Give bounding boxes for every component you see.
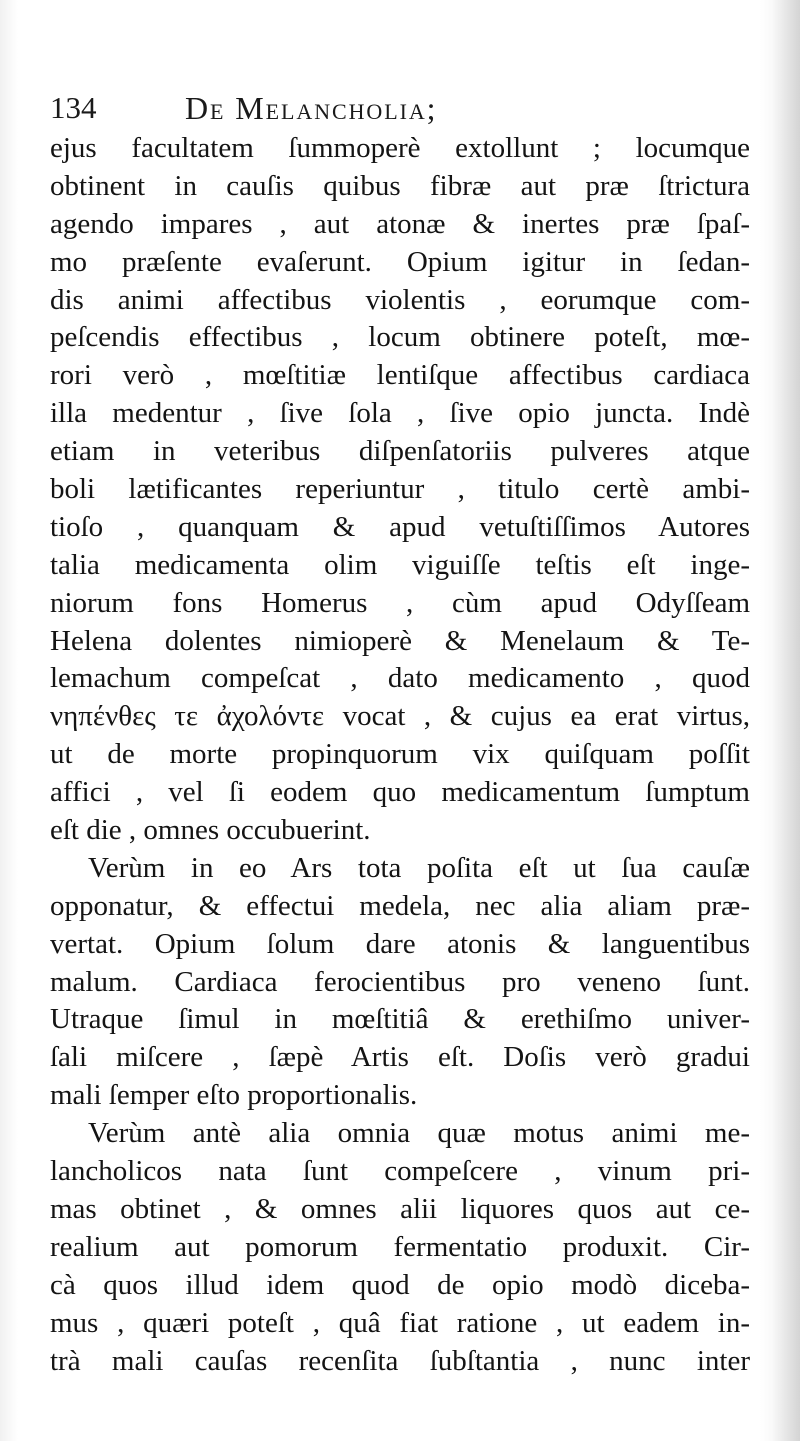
- text-line: realium aut pomorum fermentatio produxit. Cir-: [50, 1230, 750, 1263]
- body-text: [50, 130, 750, 1380]
- text-line: vertat. Opium ſolum dare atonis & languentibus: [50, 927, 750, 960]
- page-number: 134: [50, 90, 97, 125]
- text-line: affici , vel ſi eodem quo medicamentum ſumptum: [50, 776, 750, 809]
- text-line: νηπένθες τε ἀχολόντε vocat , & cujus ea erat virtus,: [50, 700, 750, 733]
- text-line: trà mali cauſas recenſita ſubſtantia , nunc inter: [50, 1344, 750, 1377]
- text-line: eſt die , omnes occubuerint.: [50, 814, 371, 847]
- running-title: De Melancholia;: [185, 90, 438, 126]
- text-line: mali ſemper eſto proportionalis.: [50, 1079, 418, 1112]
- page-edge-shadow: [772, 0, 800, 1441]
- text-line: ejus facultatem ſummoperè extollunt ; locumque: [50, 132, 750, 164]
- text-line: Verùm antè alia omnia quæ motus animi me-: [88, 1117, 750, 1150]
- text-line: boli lætificantes reperiuntur , titulo certè ambi-: [50, 473, 750, 506]
- text-line: lancholicos nata ſunt compeſcere , vinum pri-: [50, 1155, 750, 1188]
- text-line: Helena dolentes nimioperè & Menelaum & Te-: [50, 624, 750, 657]
- text-line: niorum fons Homerus , cùm apud Odyſſeam: [50, 586, 750, 619]
- text-line: ſali miſcere , ſæpè Artis eſt. Doſis verò gradui: [50, 1041, 750, 1074]
- text-line: ut de morte propinquorum vix quiſquam poſſit: [50, 738, 750, 771]
- text-line: rori verò , mœſtitiæ lentiſque affectibus cardiaca: [50, 359, 750, 392]
- text-line: cà quos illud idem quod de opio modò diceba-: [50, 1268, 750, 1301]
- text-line: Verùm in eo Ars tota poſita eſt ut ſua cauſæ: [88, 851, 750, 884]
- text-line: malum. Cardiaca ferocientibus pro veneno ſunt.: [50, 965, 750, 998]
- paragraph-2: [50, 850, 750, 1115]
- text-line: dis animi affectibus violentis , eorumque com-: [50, 283, 750, 316]
- text-line: illa medentur , ſive ſola , ſive opio juncta. Indè: [50, 397, 750, 430]
- text-line: mo præſente evaſerunt. Opium igitur in ſedan-: [50, 245, 750, 278]
- text-line: tioſo , quanquam & apud vetuſtiſſimos Autores: [50, 510, 750, 543]
- text-line: talia medicamenta olim viguiſſe teſtis eſt inge-: [50, 548, 750, 581]
- text-line: mus , quæri poteſt , quâ fiat ratione , ut eadem in-: [50, 1306, 750, 1339]
- running-head: [50, 84, 750, 132]
- paragraph-3: [50, 1115, 750, 1380]
- paragraph-1: [50, 130, 750, 850]
- text-line: obtinent in cauſis quibus fibræ aut præ ſtrictura: [50, 169, 750, 202]
- text-line: opponatur, & effectui medela, nec alia aliam præ-: [50, 889, 750, 922]
- text-line: mas obtinet , & omnes alii liquores quos aut ce-: [50, 1192, 750, 1225]
- text-line: Utraque ſimul in mœſtitiâ & erethiſmo univer-: [50, 1003, 750, 1036]
- text-line: agendo impares , aut atonæ & inertes præ ſpaſ-: [50, 207, 750, 240]
- text-line: etiam in veteribus diſpenſatoriis pulveres atque: [50, 435, 750, 468]
- text-line: lemachum compeſcat , dato medicamento , quod: [50, 662, 750, 695]
- text-line: peſcendis effectibus , locum obtinere poteſt, mœ-: [50, 321, 750, 354]
